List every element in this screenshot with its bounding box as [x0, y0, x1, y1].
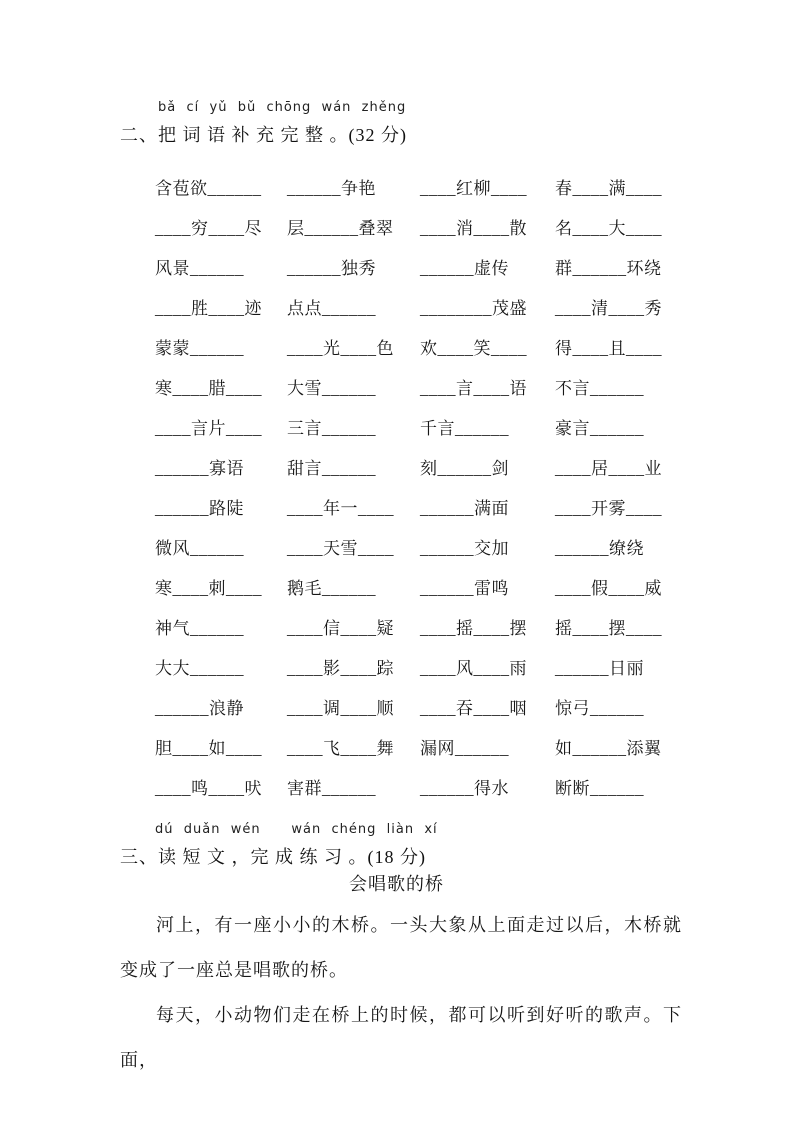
section2-heading: 二、把 词 语 补 充 完 整 。(32 分) [120, 125, 407, 145]
idiom-blank: 群______环绕 [555, 258, 662, 278]
idiom-blank: ____开雾____ [555, 498, 662, 518]
idiom-blank: ____红柳____ [420, 178, 527, 198]
idiom-blank: 风景______ [155, 258, 244, 278]
idiom-blank: 断断______ [555, 778, 644, 798]
passage-paragraph: 河上，有一座小小的木桥。一头大象从上面走过以后，木桥就变成了一座总是唱歌的桥。 [120, 915, 682, 980]
idiom-blank: 欢____笑____ [420, 338, 527, 358]
idiom-blank: ____影____踪 [287, 658, 394, 678]
passage-title: 会唱歌的桥 [349, 874, 444, 894]
idiom-blank: ____假____威 [555, 578, 662, 598]
idiom-blank: ____言片____ [155, 418, 262, 438]
idiom-blank: 三言______ [287, 418, 376, 438]
idiom-blank: 害群______ [287, 778, 376, 798]
idiom-blank: 大雪______ [287, 378, 376, 398]
idiom-blank: 含苞欲______ [155, 178, 262, 198]
idiom-blank: 寒____刺____ [155, 578, 262, 598]
idiom-blank: ______浪静 [155, 698, 244, 718]
idiom-blank: ____光____色 [287, 338, 394, 358]
idiom-blank: 豪言______ [555, 418, 644, 438]
idiom-blank: ______日丽 [555, 658, 644, 678]
idiom-blank: ______寡语 [155, 458, 244, 478]
idiom-blank: ______满面 [420, 498, 509, 518]
idiom-blank: ____风____雨 [420, 658, 527, 678]
idiom-blank: 名____大____ [555, 218, 662, 238]
idiom-blank: ______雷鸣 [420, 578, 509, 598]
idiom-blank: ________茂盛 [420, 298, 527, 318]
idiom-blank: ______得水 [420, 778, 509, 798]
idiom-blank: 微风______ [155, 538, 244, 558]
idiom-blank: ____清____秀 [555, 298, 662, 318]
idiom-blank: 不言______ [555, 378, 644, 398]
section3-heading: 三、读 短 文 ，完 成 练 习 。(18 分) [120, 847, 426, 867]
idiom-blank: ______缭绕 [555, 538, 644, 558]
idiom-blank: 刻______剑 [420, 458, 509, 478]
idiom-blank: 大大______ [155, 658, 244, 678]
idiom-blank: ____信____疑 [287, 618, 394, 638]
idiom-blank: ____摇____摆 [420, 618, 527, 638]
idiom-blank: ____天雪____ [287, 538, 394, 558]
idiom-blank: ______虚传 [420, 258, 509, 278]
idiom-blank: 鹅毛______ [287, 578, 376, 598]
passage-paragraph: 每天，小动物们走在桥上的时候，都可以听到好听的歌声。下面， [120, 1005, 682, 1070]
idiom-blank: ______独秀 [287, 258, 376, 278]
idiom-blank: ______争艳 [287, 178, 376, 198]
idiom-blank: 如______添翼 [555, 738, 662, 758]
idiom-blank: ____年一____ [287, 498, 394, 518]
idiom-blank: 寒____腊____ [155, 378, 262, 398]
idiom-blank: 摇____摆____ [555, 618, 662, 638]
idiom-blank: ____调____顺 [287, 698, 394, 718]
idiom-blank: 层______叠翠 [287, 218, 394, 238]
idiom-blank: 甜言______ [287, 458, 376, 478]
idiom-blank: 漏网______ [420, 738, 509, 758]
idiom-blank: ____言____语 [420, 378, 527, 398]
section3-pinyin: dú duǎn wén wán chéng liàn xí [155, 822, 438, 837]
blanks-grid [155, 166, 720, 806]
idiom-blank: ____消____散 [420, 218, 527, 238]
idiom-blank: ______交加 [420, 538, 509, 558]
idiom-blank: 神气______ [155, 618, 244, 638]
idiom-blank: ______路陡 [155, 498, 244, 518]
idiom-blank: ____居____业 [555, 458, 662, 478]
idiom-blank: ____鸣____吠 [155, 778, 262, 798]
idiom-blank: ____吞____咽 [420, 698, 527, 718]
idiom-blank: ____胜____迹 [155, 298, 262, 318]
idiom-blank: ____穷____尽 [155, 218, 262, 238]
section2-pinyin: bǎ cí yǔ bǔ chōng wán zhěng [158, 100, 407, 115]
idiom-blank: 蒙蒙______ [155, 338, 244, 358]
idiom-blank: 得____且____ [555, 338, 662, 358]
passage-paragraphs [120, 903, 682, 1083]
idiom-blank: ____飞____舞 [287, 738, 394, 758]
idiom-blank: 胆____如____ [155, 738, 262, 758]
idiom-blank: 春____满____ [555, 178, 662, 198]
idiom-blank: 惊弓______ [555, 698, 644, 718]
idiom-blank: 千言______ [420, 418, 509, 438]
idiom-blank: 点点______ [287, 298, 376, 318]
